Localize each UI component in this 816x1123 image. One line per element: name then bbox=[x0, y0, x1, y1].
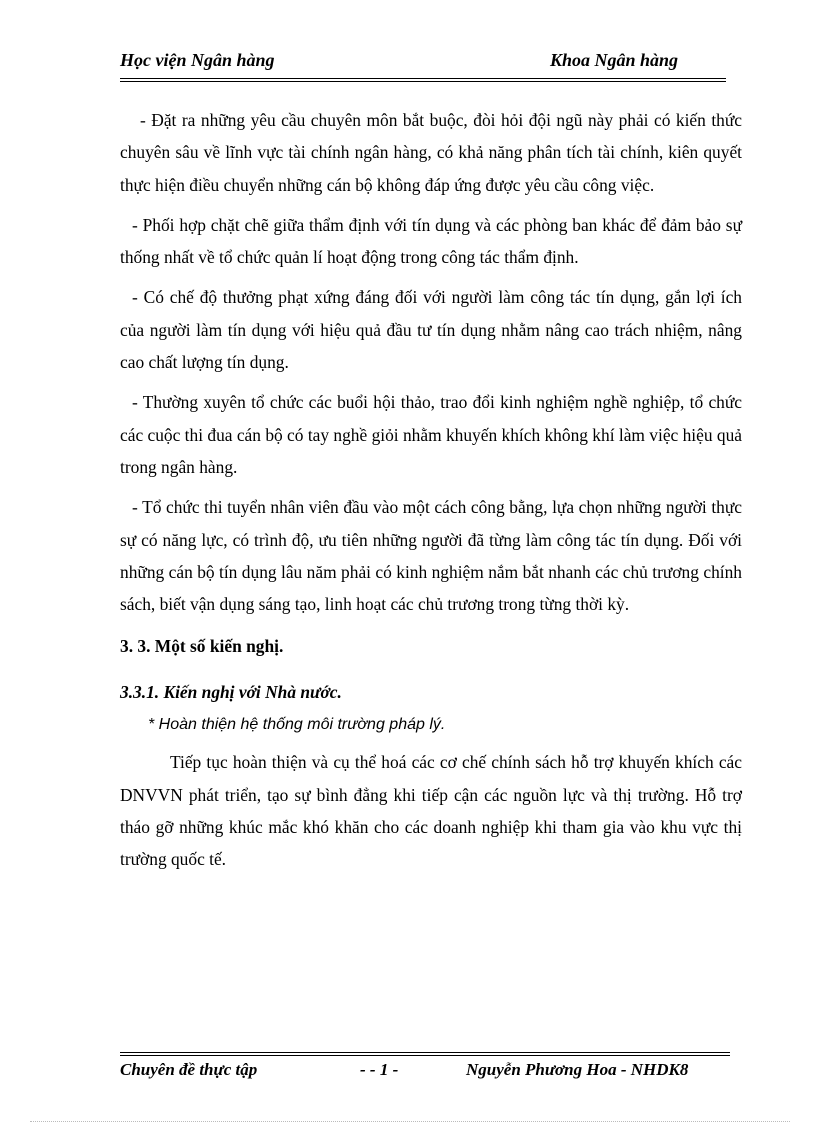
page-footer bbox=[120, 1060, 730, 1084]
footer-title: Chuyên đề thực tập bbox=[120, 1060, 258, 1079]
body-paragraph: - Đặt ra những yêu cầu chuyên môn bắt buộc, đòi hỏi đội ngũ này phải có kiến thức chuyên sâu về lĩnh vực tài chính ngân hàng, có khả năng phân tích tài chính, kiên quyết thực hiện điều chuyển những cán bộ không đáp ứng được yêu cầu công việc. bbox=[120, 110, 742, 195]
body-paragraph: - Có chế độ thưởng phạt xứng đáng đối với người làm công tác tín dụng, gắn lợi ích của người làm tín dụng với hiệu quả đầu tư tín dụng nhằm nâng cao trách nhiệm, nâng cao chất lượng tín dụng. bbox=[120, 287, 742, 373]
body-paragraph: - Thường xuyên tổ chức các buổi hội thảo, trao đổi kinh nghiệm nghề nghiệp, tổ chức các cuộc thi đua cán bộ có tay nghề giỏi nhằm khuyến khích không khí làm việc hiệu quả trong ngân hàng. bbox=[120, 392, 743, 477]
document-body bbox=[120, 104, 742, 876]
page-header bbox=[120, 50, 726, 74]
body-paragraph: - Phối hợp chặt chẽ giữa thẩm định với tín dụng và các phòng ban khác để đảm bảo sự thống nhất về tổ chức quản lí hoạt động trong công tác thẩm định. bbox=[120, 214, 742, 268]
page-number: - - 1 - bbox=[360, 1060, 399, 1079]
footer-divider bbox=[120, 1052, 730, 1056]
note-line: * Hoàn thiện hệ thống môi trường pháp lý. bbox=[148, 716, 446, 734]
section-heading: 3. 3. Một số kiến nghị. bbox=[120, 636, 284, 657]
closing-paragraph: Tiếp tục hoàn thiện và cụ thể hoá các cơ chế chính sách hỗ trợ khuyến khích các DNVVN phát triển, tạo sự bình đẳng khi tiếp cận các nguồn lực và thị trường. Hỗ trợ tháo gỡ những khúc mắc khó khăn cho các doanh nghiệp khi tham gia vào khu vực thị trường quốc tế. bbox=[120, 752, 742, 870]
header-divider bbox=[120, 78, 726, 82]
header-institution: Học viện Ngân hàng bbox=[120, 50, 275, 70]
header-faculty: Khoa Ngân hàng bbox=[550, 50, 679, 70]
body-paragraph: - Tổ chức thi tuyển nhân viên đầu vào một cách công bằng, lựa chọn những người thực sự có năng lực, có trình độ, ưu tiên những người đã từng làm công tác tín dụng. Đối với những cán bộ tín dụng lâu năm phải có kinh nghiệm nắm bắt nhanh các chủ trương chính sách, biết vận dụng sáng tạo, linh hoạt các chủ trương trong từng thời kỳ. bbox=[120, 497, 742, 615]
footer-author: Nguyễn Phương Hoa - NHDK8 bbox=[466, 1060, 689, 1079]
page-edge-divider bbox=[30, 1121, 790, 1122]
subsection-heading: 3.3.1. Kiến nghị với Nhà nước. bbox=[120, 682, 342, 703]
